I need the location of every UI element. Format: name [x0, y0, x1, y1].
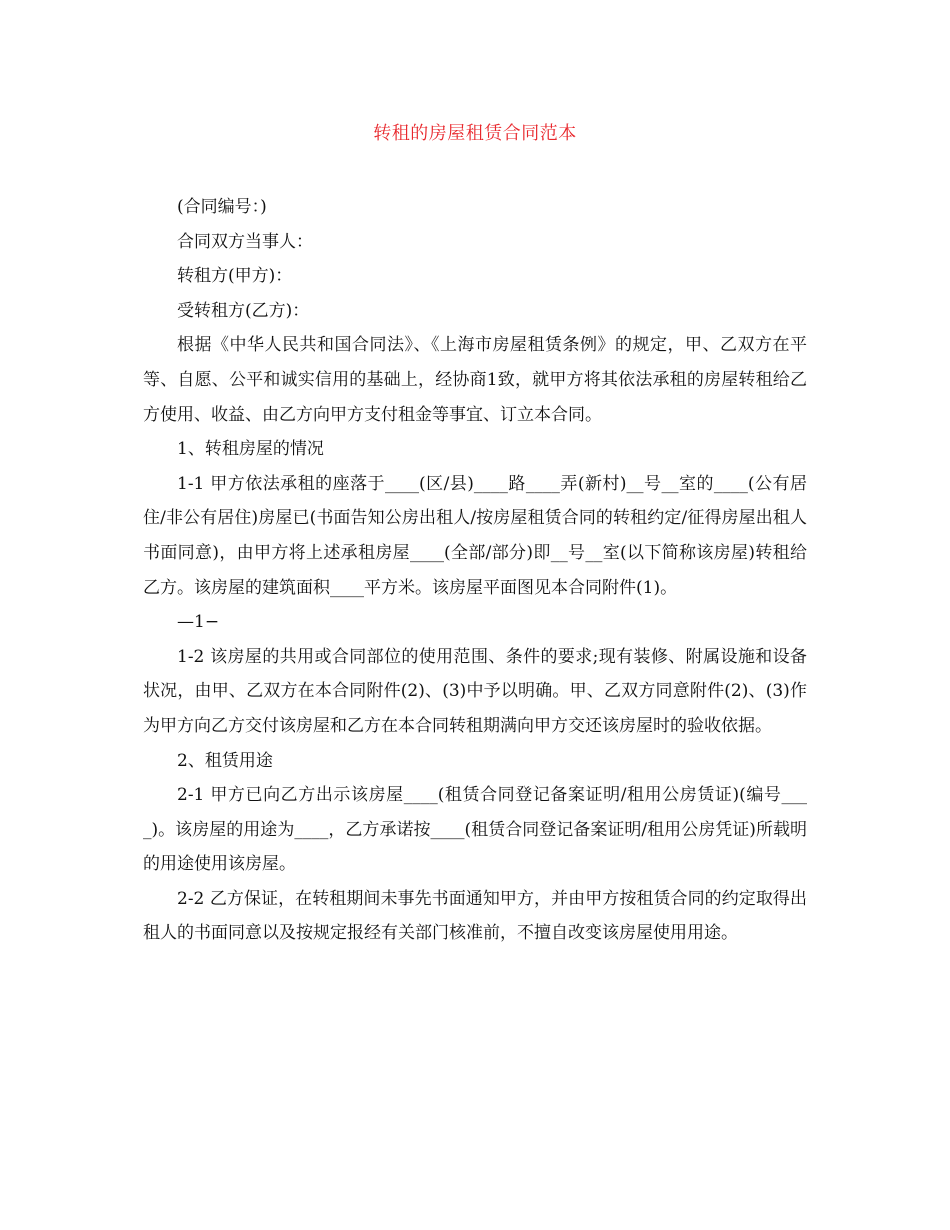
clause-1-2: 1-2 该房屋的共用或合同部位的使用范围、条件的要求;现有装修、附属设施和设备状况，由甲、乙双方在本合同附件(2)、(3)中予以明确。甲、乙双方同意附件(2)、(3)作为甲方向乙方交付该房屋和乙方在本合同转租期满向甲方交还该房屋时的验收依据。 [143, 646, 807, 736]
document-title: 转租的房屋租赁合同范本 [373, 123, 577, 144]
contract-number-line: (合同编号：) [177, 197, 267, 217]
clause-2-1: 2-1 甲方已向乙方出示该房屋____(租赁合同登记备案证明/租用公房赁证)(编号____)。该房屋的用途为____，乙方承诺按____(租赁合同登记备案证明/租用公房凭证)所载明的用途使用该房屋。 [143, 785, 807, 875]
clause-1-1: 1-1 甲方依法承租的座落于____(区/县)____路____弄(新村)__号__室的____(公有居住/非公有居住)房屋已(书面告知公房出租人/按房屋租赁合同的转租约定/征得房屋出租人书面同意)，由甲方将上述承租房屋____(全部/部分)即__号__室(以下简称该房屋)转租给乙方。该房屋的建筑面积____平方米。该房屋平面图见本合同附件(1)。 [143, 473, 807, 598]
party-b-line: 受转租方(乙方)： [177, 300, 310, 321]
section-heading-1: 1、转租房屋的情况 [177, 439, 324, 460]
clause-2-2: 2-2 乙方保证，在转租期间未事先书面通知甲方，并由甲方按租赁合同的约定取得出租人的书面同意以及按规定报经有关部门核准前，不擅自改变该房屋使用用途。 [143, 888, 807, 944]
parties-heading: 合同双方当事人： [177, 231, 313, 252]
section-heading-2: 2、租赁用途 [177, 750, 273, 771]
document-body [143, 190, 807, 951]
preamble-paragraph: 根据《中华人民共和国合同法》、《上海市房屋租赁条例》的规定，甲、乙双方在平等、自愿、公平和诚实信用的基础上，经协商1致，就甲方将其依法承租的房屋转租给乙方使用、收益、由乙方向甲方支付租金等事宜、订立本合同。 [143, 335, 807, 425]
party-a-line: 转租方(甲方)： [177, 266, 293, 287]
page-number: —1− [177, 612, 220, 633]
